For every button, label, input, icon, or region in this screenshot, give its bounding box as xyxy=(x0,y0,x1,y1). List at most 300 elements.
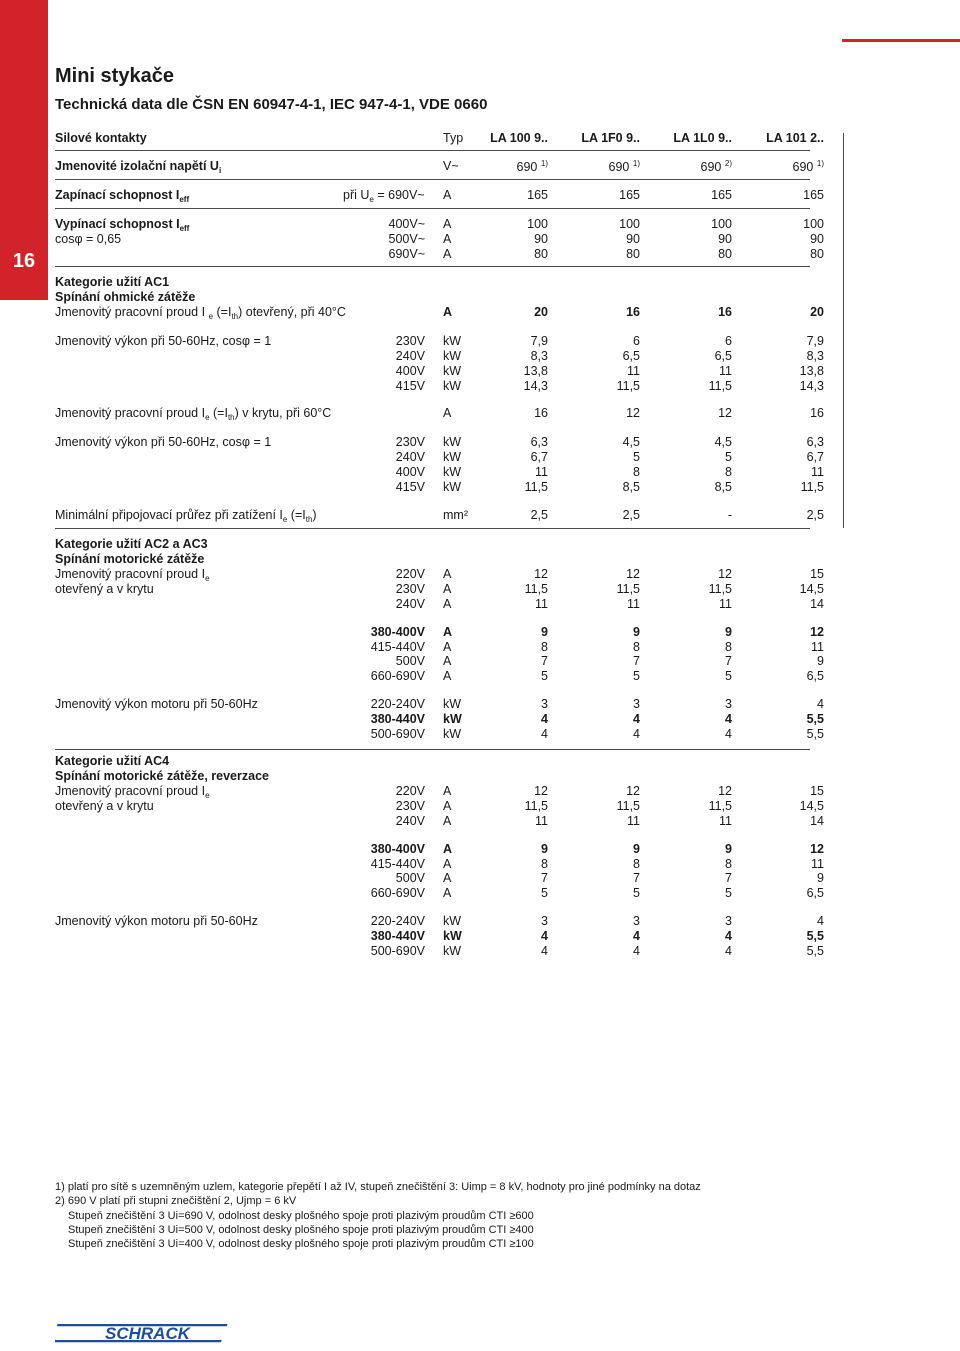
value-cell: 5 xyxy=(633,668,640,683)
unit: V~ xyxy=(443,159,459,173)
value-cell: 16 xyxy=(626,305,640,319)
chapter-number: 16 xyxy=(12,250,36,272)
category-title: Kategorie užití AC1 xyxy=(55,275,170,289)
unit: A xyxy=(443,305,453,319)
value-cell: 4 xyxy=(633,727,640,741)
value-cell xyxy=(517,159,548,174)
subscript: th xyxy=(231,312,239,321)
cosphi-label: cosφ = 0,65 xyxy=(55,232,122,246)
value-cell: 6,3 xyxy=(530,435,548,449)
row-divider xyxy=(55,749,810,750)
ac23-current-hv-row xyxy=(0,640,960,655)
footnote-ref: 1) xyxy=(540,159,548,168)
value-cell: LA 101 2.. xyxy=(766,131,824,145)
value-cell: 5 xyxy=(541,885,548,900)
type-label: Typ xyxy=(443,131,464,145)
unit: kW xyxy=(443,364,462,378)
ac1-power-open-row xyxy=(0,349,960,364)
value-cell: 11 xyxy=(811,465,824,479)
label-text: ) v krytu, při 60°C xyxy=(234,406,332,420)
unit: A xyxy=(443,668,452,683)
value-cell: 5,5 xyxy=(806,727,824,741)
value-cell: 8 xyxy=(541,639,548,654)
voltage: 400V xyxy=(395,364,425,378)
value-cell: - xyxy=(727,508,732,522)
value-cell: 9 xyxy=(633,625,640,639)
value-cell: LA 1L0 9.. xyxy=(673,131,732,145)
value-cell: 80 xyxy=(718,247,732,261)
value-cell: 6,5 xyxy=(806,885,824,900)
value-cell: 6,5 xyxy=(806,668,824,683)
voltage: 660-690V xyxy=(370,885,425,900)
value-cell xyxy=(793,159,824,174)
value-cell: 11,5 xyxy=(524,582,548,596)
label-text: Jmenovitý pracovní proud I xyxy=(55,406,206,420)
unit: A xyxy=(443,842,453,856)
value-cell: 8 xyxy=(541,856,548,871)
value-cell xyxy=(701,159,732,174)
value-cell: 90 xyxy=(718,232,732,246)
value-cell: 6,5 xyxy=(622,349,640,363)
unit: kW xyxy=(443,379,462,393)
value-cell: 90 xyxy=(534,232,548,246)
subscript: eff xyxy=(179,195,190,204)
unit: kW xyxy=(443,944,462,958)
value-cell xyxy=(609,159,640,174)
current-label xyxy=(55,567,210,583)
ac4-current-row xyxy=(0,799,960,814)
section-label: Silové kontakty xyxy=(55,131,147,145)
ac1-open-current-row xyxy=(0,305,960,320)
value-cell: 3 xyxy=(725,697,732,711)
value-cell: 4 xyxy=(725,712,732,726)
value-cell: 4 xyxy=(725,944,732,958)
value-cell: 80 xyxy=(810,247,824,261)
voltage: 240V xyxy=(395,349,425,363)
label-text: Jmenovité izolační napětí U xyxy=(55,159,219,173)
value-cell: LA 100 9.. xyxy=(490,131,548,145)
voltage: 500V xyxy=(395,654,425,668)
value-cell: 11,5 xyxy=(708,379,732,393)
value-cell: 8 xyxy=(633,465,640,479)
value-cell: 90 xyxy=(810,232,824,246)
unit: kW xyxy=(443,450,462,464)
value-cell: 4 xyxy=(725,929,732,943)
ac23-current-row xyxy=(0,567,960,582)
min-cross-section-label xyxy=(55,508,317,524)
value-cell: 12 xyxy=(534,784,548,798)
subscript: e xyxy=(205,791,210,800)
value-cell: 11 xyxy=(535,465,548,479)
unit: kW xyxy=(443,349,462,363)
category-title: Kategorie užití AC2 a AC3 xyxy=(55,537,208,551)
ac4-current-hv-row xyxy=(0,886,960,901)
value-cell: 9 xyxy=(725,842,732,856)
subscript: th xyxy=(227,413,235,422)
ac1-power-enc-row xyxy=(0,435,960,450)
value-cell: 14,5 xyxy=(799,582,824,596)
value-cell: 6,7 xyxy=(530,450,548,464)
ac4-power-row xyxy=(0,929,960,944)
value-cell: 11,5 xyxy=(524,480,548,494)
value-cell: 4 xyxy=(817,697,824,711)
voltage: 380-400V xyxy=(370,842,425,856)
value-cell: 80 xyxy=(626,247,640,261)
ac1-power-open-row xyxy=(0,379,960,394)
voltage: 230V xyxy=(395,435,425,449)
unit: A xyxy=(443,582,452,596)
value-cell: 6 xyxy=(725,334,732,348)
unit: A xyxy=(443,784,452,798)
voltage: 220V xyxy=(395,784,425,798)
page-subtitle: Technická data dle ČSN EN 60947-4-1, IEC 947-4-1, VDE 0660 xyxy=(55,96,488,113)
value-cell: 5,5 xyxy=(806,712,824,726)
label-text: Jmenovitý pracovní proud I xyxy=(55,567,206,581)
value-cell: 100 xyxy=(527,217,548,231)
value-cell: 12 xyxy=(810,625,824,639)
row-divider xyxy=(55,266,810,267)
value-cell: 4 xyxy=(817,914,824,928)
min-cross-section-row xyxy=(0,508,960,523)
voltage: 230V xyxy=(395,334,425,348)
value-cell: 16 xyxy=(718,305,732,319)
unit: kW xyxy=(443,334,462,348)
voltage: 240V xyxy=(395,814,425,828)
value-cell: 12 xyxy=(534,567,548,581)
ac23-power-row xyxy=(0,727,960,742)
breaking-row xyxy=(0,217,960,232)
unit: kW xyxy=(443,480,462,494)
label-text: Vypínací schopnost I xyxy=(55,217,180,231)
ac23-current-hv-row xyxy=(0,654,960,669)
cond: při U xyxy=(343,188,370,202)
value-cell: 14,3 xyxy=(523,379,548,393)
value-cell: 90 xyxy=(626,232,640,246)
value-cell: 7 xyxy=(633,871,640,885)
value-cell: 8,5 xyxy=(622,480,640,494)
value-cell: 5,5 xyxy=(806,929,824,943)
unit: A xyxy=(443,871,452,885)
value-cell: 4 xyxy=(541,727,548,741)
value-cell: 7,9 xyxy=(806,334,824,348)
value: 690 xyxy=(608,160,630,174)
voltage: 415-440V xyxy=(370,639,425,654)
value-cell: 5 xyxy=(725,450,732,464)
unit: kW xyxy=(443,435,462,449)
label-text: Jmenovitý pracovní proud I xyxy=(55,784,206,798)
value-cell: 14 xyxy=(810,814,824,828)
unit: A xyxy=(443,625,453,639)
ac1-power-enc-row xyxy=(0,480,960,495)
value-cell: 11,5 xyxy=(616,799,640,813)
value-cell: 7 xyxy=(541,871,548,885)
value-cell: 15 xyxy=(810,784,824,798)
value-cell: 4 xyxy=(541,929,548,943)
value-cell: 12 xyxy=(626,784,640,798)
schrack-logo xyxy=(55,1320,235,1346)
value-cell: 6,3 xyxy=(806,435,824,449)
ac23-subtitle-row xyxy=(0,552,960,567)
voltage: 500V xyxy=(395,871,425,885)
label-text: (=I xyxy=(216,305,232,319)
ac1-power-enc-row xyxy=(0,450,960,465)
value-cell: 11 xyxy=(535,814,548,828)
value-cell: 11 xyxy=(627,814,640,828)
value-cell: 13,8 xyxy=(799,364,824,378)
cond: = 690V~ xyxy=(377,188,425,202)
breaking-row xyxy=(0,232,960,247)
open-current-label xyxy=(55,305,346,321)
voltage: 240V xyxy=(395,450,425,464)
ac1-power-enc-row xyxy=(0,465,960,480)
unit: kW xyxy=(443,465,462,479)
value-cell: 11 xyxy=(811,639,824,654)
value-cell: 12 xyxy=(718,406,732,420)
ac4-subtitle-row xyxy=(0,769,960,784)
value-cell: 2,5 xyxy=(806,508,824,522)
unit: A xyxy=(443,639,452,654)
ac4-title-row xyxy=(0,754,960,769)
value-cell: 4 xyxy=(633,712,640,726)
value-cell: 165 xyxy=(711,188,732,202)
unit: A xyxy=(443,406,452,420)
value-cell: 6,7 xyxy=(806,450,824,464)
voltage: 415V xyxy=(395,480,425,494)
value-cell: 12 xyxy=(810,842,824,856)
subscript: e xyxy=(282,515,288,524)
voltage: 690V~ xyxy=(388,247,425,261)
value-cell: 8 xyxy=(633,856,640,871)
value-cell: 11,5 xyxy=(616,379,640,393)
label-text: Zapínací schopnost I xyxy=(55,188,180,202)
ac4-current-hv-row xyxy=(0,842,960,857)
value-cell: 5 xyxy=(633,885,640,900)
voltage: 500-690V xyxy=(370,944,425,958)
label-text: ) otevřený, při 40°C xyxy=(238,305,346,319)
ac1-title-row xyxy=(0,275,960,290)
unit: kW xyxy=(443,929,462,943)
value-cell: 14 xyxy=(810,597,824,611)
value-cell: 12 xyxy=(718,784,732,798)
value-cell: 14,5 xyxy=(799,799,824,813)
label-text: (=I xyxy=(209,406,228,420)
subscript: e xyxy=(369,195,374,204)
value-cell: 80 xyxy=(534,247,548,261)
unit: kW xyxy=(443,697,462,711)
value-cell: 9 xyxy=(817,654,824,668)
value-cell: 5 xyxy=(633,450,640,464)
voltage: 380-400V xyxy=(370,625,425,639)
voltage: 380-440V xyxy=(370,929,425,943)
value-cell: 16 xyxy=(534,406,548,420)
footnote-4: Stupeň znečištění 3 Ui=500 V, odolnost desky plošného spoje proti plazivým proudům CTI ≥400 xyxy=(68,1223,534,1236)
unit: A xyxy=(443,247,452,261)
ac1-power-open-row xyxy=(0,364,960,379)
value-cell: 11 xyxy=(535,597,548,611)
breaking-label xyxy=(55,217,189,233)
ac23-current-row xyxy=(0,597,960,612)
value-cell: 6 xyxy=(633,334,640,348)
value-cell: 11 xyxy=(719,364,732,378)
voltage: 240V xyxy=(395,597,425,611)
value-cell: 11 xyxy=(719,597,732,611)
ac1-power-open-row xyxy=(0,334,960,349)
subscript: e xyxy=(205,413,210,422)
value-cell: 9 xyxy=(541,625,548,639)
power-label: Jmenovitý výkon motoru při 50-60Hz xyxy=(55,914,258,928)
subscript: th xyxy=(305,515,313,524)
value-cell: 11 xyxy=(811,856,824,871)
value-cell: 9 xyxy=(633,842,640,856)
value-cell: 3 xyxy=(541,697,548,711)
voltage: 220V xyxy=(395,567,425,581)
value: 690 xyxy=(700,160,722,174)
insulation-label xyxy=(55,159,221,175)
value-cell: 3 xyxy=(725,914,732,928)
value-cell: 9 xyxy=(725,625,732,639)
ac4-current-hv-row xyxy=(0,857,960,872)
unit: A xyxy=(443,217,452,231)
value-cell: 12 xyxy=(626,406,640,420)
unit: A xyxy=(443,856,452,871)
voltage: 500V~ xyxy=(388,232,425,246)
footnote-ref: 1) xyxy=(632,159,640,168)
current-label-2: otevřený a v krytu xyxy=(55,582,154,596)
ac4-current-hv-row xyxy=(0,871,960,886)
category-subtitle: Spínání motorické zátěže xyxy=(55,552,205,566)
voltage: 400V xyxy=(395,465,425,479)
voltage: 220-240V xyxy=(370,914,425,928)
category-subtitle: Spínání ohmické zátěže xyxy=(55,290,196,304)
value-cell: 4 xyxy=(541,944,548,958)
unit: kW xyxy=(443,914,462,928)
value-cell: 13,8 xyxy=(523,364,548,378)
value-cell: 12 xyxy=(626,567,640,581)
value-cell: 11,5 xyxy=(708,799,732,813)
unit: A xyxy=(443,597,452,611)
ac23-current-row xyxy=(0,582,960,597)
value-cell: 100 xyxy=(619,217,640,231)
value-cell: 5,5 xyxy=(806,944,824,958)
value-cell: LA 1F0 9.. xyxy=(581,131,640,145)
value-cell: 9 xyxy=(817,871,824,885)
value-cell: 11,5 xyxy=(800,480,824,494)
ac23-title-row xyxy=(0,537,960,552)
value-cell: 11 xyxy=(719,814,732,828)
value-cell: 165 xyxy=(803,188,824,202)
value-cell: 7 xyxy=(633,654,640,668)
unit: mm² xyxy=(443,508,468,522)
value-cell: 3 xyxy=(633,697,640,711)
footnote-5: Stupeň znečištění 3 Ui=400 V, odolnost desky plošného spoje proti plazivým proudům CTI ≥100 xyxy=(68,1238,534,1251)
unit: A xyxy=(443,654,452,668)
value-cell: 4 xyxy=(725,727,732,741)
value-cell: 8,3 xyxy=(530,349,548,363)
value-cell: 7 xyxy=(541,654,548,668)
value: 690 xyxy=(516,160,538,174)
value-cell: 9 xyxy=(541,842,548,856)
ac4-power-row xyxy=(0,914,960,929)
ac4-current-row xyxy=(0,784,960,799)
subscript: e xyxy=(205,574,210,583)
value-cell: 20 xyxy=(810,305,824,319)
logo-text: SCHRACK xyxy=(105,1324,190,1343)
footnote-ref: 2) xyxy=(724,159,732,168)
voltage: 220-240V xyxy=(370,697,425,711)
row-divider xyxy=(55,528,810,529)
label-text: Minimální připojovací průřez při zatížení I xyxy=(55,508,283,522)
label-text: Jmenovitý pracovní proud I xyxy=(55,305,206,319)
ac4-current-row xyxy=(0,814,960,829)
value-cell: 4 xyxy=(633,929,640,943)
value-cell: 7 xyxy=(725,654,732,668)
value-cell: 165 xyxy=(527,188,548,202)
value-cell: 4,5 xyxy=(622,435,640,449)
value-cell: 100 xyxy=(803,217,824,231)
making-condition xyxy=(343,188,425,204)
voltage: 230V xyxy=(395,582,425,596)
ac23-power-row xyxy=(0,712,960,727)
current-label xyxy=(55,784,210,800)
label-text: (=I xyxy=(287,508,306,522)
value-cell: 4 xyxy=(541,712,548,726)
voltage: 415-440V xyxy=(370,856,425,871)
value-cell: 11,5 xyxy=(616,582,640,596)
value-cell: 11,5 xyxy=(708,582,732,596)
value-cell: 16 xyxy=(810,406,824,420)
value-cell: 11 xyxy=(627,597,640,611)
value-cell: 11,5 xyxy=(524,799,548,813)
unit: A xyxy=(443,567,452,581)
value-cell: 7,9 xyxy=(530,334,548,348)
value-cell: 8,3 xyxy=(806,349,824,363)
breaking-row xyxy=(0,247,960,262)
footnotes xyxy=(55,1180,701,1251)
value-cell: 14,3 xyxy=(799,379,824,393)
row-divider xyxy=(55,179,810,180)
ac1-subtitle-row xyxy=(0,290,960,305)
insulation-row xyxy=(0,159,960,174)
footnote-ref: 1) xyxy=(816,159,824,168)
unit: A xyxy=(443,188,452,202)
value-cell: 3 xyxy=(541,914,548,928)
value-cell: 12 xyxy=(718,567,732,581)
footnote-1: 1) platí pro sítě s uzemněným uzlem, kategorie přepětí I až IV, stupeň znečištění 3: Uimp = 8 kV, hodnoty pro jiné podmínky na dotaz xyxy=(55,1181,701,1193)
value-cell: 5 xyxy=(725,885,732,900)
making-row xyxy=(0,188,960,203)
power-label: Jmenovitý výkon při 50-60Hz, cosφ = 1 xyxy=(55,334,272,348)
value-cell: 2,5 xyxy=(622,508,640,522)
row-divider xyxy=(55,150,810,151)
page-title: Mini stykače xyxy=(55,65,174,87)
label-text: ) xyxy=(312,508,317,522)
unit: kW xyxy=(443,712,462,726)
row-divider xyxy=(55,208,810,209)
footnote-3: Stupeň znečištění 3 Ui=690 V, odolnost desky plošného spoje proti plazivým proudům CTI ≥600 xyxy=(68,1209,534,1222)
value-cell: 8 xyxy=(725,856,732,871)
ac1-enclosed-current-row xyxy=(0,406,960,421)
value-cell: 8,5 xyxy=(714,480,732,494)
value-cell: 165 xyxy=(619,188,640,202)
ac23-current-hv-row xyxy=(0,669,960,684)
value-cell: 8 xyxy=(725,465,732,479)
value-cell: 20 xyxy=(534,305,548,319)
subscript: i xyxy=(218,166,222,175)
voltage: 380-440V xyxy=(370,712,425,726)
value-cell: 8 xyxy=(725,639,732,654)
value-cell: 100 xyxy=(711,217,732,231)
vertical-divider xyxy=(843,133,844,528)
